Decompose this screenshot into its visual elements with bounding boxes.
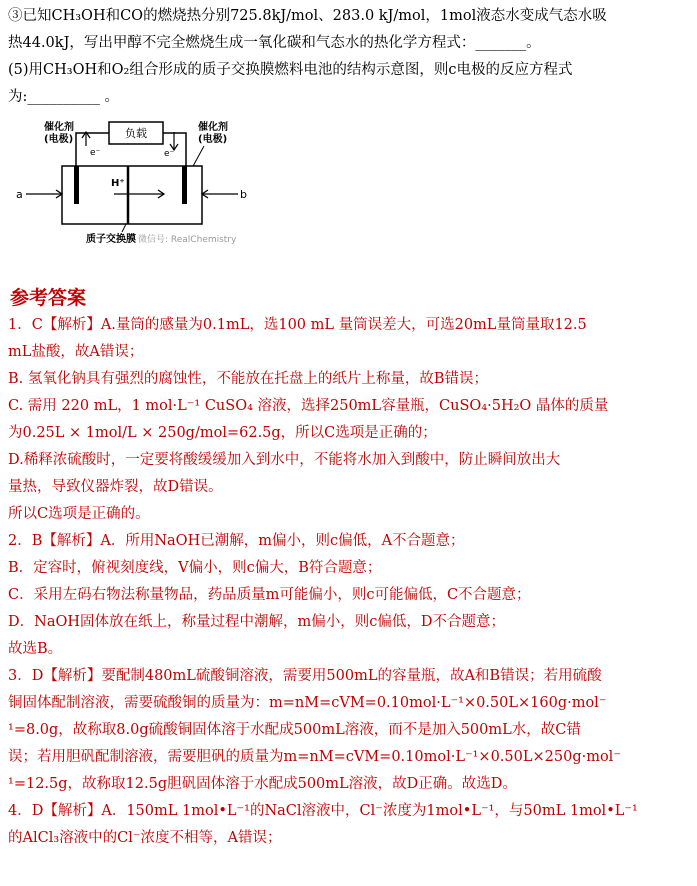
answer-line: 所以C选项是正确的。	[8, 506, 150, 522]
answers-title: 参考答案	[10, 287, 87, 309]
answer-line: 量热，导致仪器炸裂，故D错误。	[8, 479, 223, 495]
answer-line: 4．D【解析】A．150mL 1mol•L⁻¹的NaCl溶液中，Cl⁻浓度为1mol•L⁻¹，与50mL 1mol•L⁻¹	[8, 803, 638, 819]
answer-line: 3．D【解析】要配制480mL硫酸铜溶液，需要用500mL的容量瓶，故A和B错误；若用硫酸	[8, 668, 602, 684]
answer-line: D.稀释浓硫酸时，一定要将酸缓缓加入到水中，不能将水加入到酸中，防止瞬间放出大	[8, 452, 561, 468]
question-block	[8, 3, 689, 111]
answer-line: ¹=8.0g，故称取8.0g硫酸铜固体溶于水配成500mL溶液，而不是加入500mL水，故C错	[8, 722, 581, 738]
answer-line: 误；若用胆矾配制溶液，需要胆矾的质量为m=nM=cVM=0.10mol·L⁻¹×0.50L×250g·mol⁻	[8, 749, 621, 765]
electron-right-label: e⁻	[164, 149, 175, 159]
fuel-cell-diagram	[14, 118, 254, 248]
answer-line: C. 需用 220 mL，1 mol·L⁻¹ CuSO₄ 溶液，选择250mL容量瓶，CuSO₄·5H₂O 晶体的质量	[8, 398, 609, 414]
watermark: 微信号: RealChemistry	[138, 235, 237, 245]
h-plus-label: H⁺	[111, 178, 125, 189]
electrode-right	[182, 166, 187, 204]
answers-block	[8, 312, 689, 852]
electrode-right-label: (电极)	[198, 134, 228, 145]
load-label: 负载	[125, 127, 147, 140]
question-line: ③已知CH₃OH和CO的燃烧热分别725.8kJ/mol、283.0 kJ/mol，1mol液态水变成气态水吸	[8, 8, 607, 24]
inlet-b-label: b	[240, 188, 247, 201]
answer-line: ¹=12.5g，故称取12.5g胆矾固体溶于水配成500mL溶液，故D正确。故选D。	[8, 776, 517, 792]
catalyst-left-label: 催化剂	[44, 122, 74, 133]
question-line: 为:__________ 。	[8, 89, 119, 105]
answer-line: 故选B。	[8, 641, 63, 657]
electron-left-label: e⁻	[90, 148, 101, 158]
answer-line: 2．B【解析】A．所用NaOH已潮解，m偏小，则c偏低，A不合题意；	[8, 533, 465, 549]
electrode-left	[74, 166, 79, 204]
answer-line: 铜固体配制溶液，需要硫酸铜的质量为：m=nM=cVM=0.10mol·L⁻¹×0.50L×160g·mol⁻	[8, 695, 607, 711]
answer-line: mL盐酸，故A错误；	[8, 344, 144, 360]
answer-line: B. 氢氧化钠具有强烈的腐蚀性，不能放在托盘上的纸片上称量，故B错误；	[8, 371, 489, 387]
question-line: (5)用CH₃OH和O₂组合形成的质子交换膜燃料电池的结构示意图，则c电极的反应方程式	[8, 62, 573, 78]
membrane-label: 质子交换膜	[86, 234, 136, 245]
answer-line: C．采用左码右物法称量物品，药品质量m可能偏小，则c可能偏低，C不合题意；	[8, 587, 531, 603]
answer-line: 为0.25L × 1mol/L × 250g/mol=62.5g，所以C选项是正确的；	[8, 425, 437, 441]
electrode-left-label: (电极)	[44, 134, 74, 145]
catalyst-right-label: 催化剂	[198, 122, 228, 133]
cell-body	[62, 166, 202, 224]
answer-line: D．NaOH固体放在纸上，称量过程中潮解，m偏小，则c偏低，D不合题意；	[8, 614, 505, 630]
question-line: 热44.0kJ，写出甲醇不完全燃烧生成一氧化碳和气态水的热化学方程式：_______。	[8, 35, 541, 51]
answer-line: 1．C【解析】A.量筒的感量为0.1mL，选100 mL 量筒误差大，可选20mL量筒量取12.5	[8, 317, 587, 333]
answer-line: 的AlCl₃溶液中的Cl⁻浓度不相等，A错误；	[8, 830, 282, 846]
answer-line: B．定容时，俯视刻度线，V偏小，则c偏大，B符合题意；	[8, 560, 382, 576]
inlet-a-label: a	[16, 188, 23, 201]
